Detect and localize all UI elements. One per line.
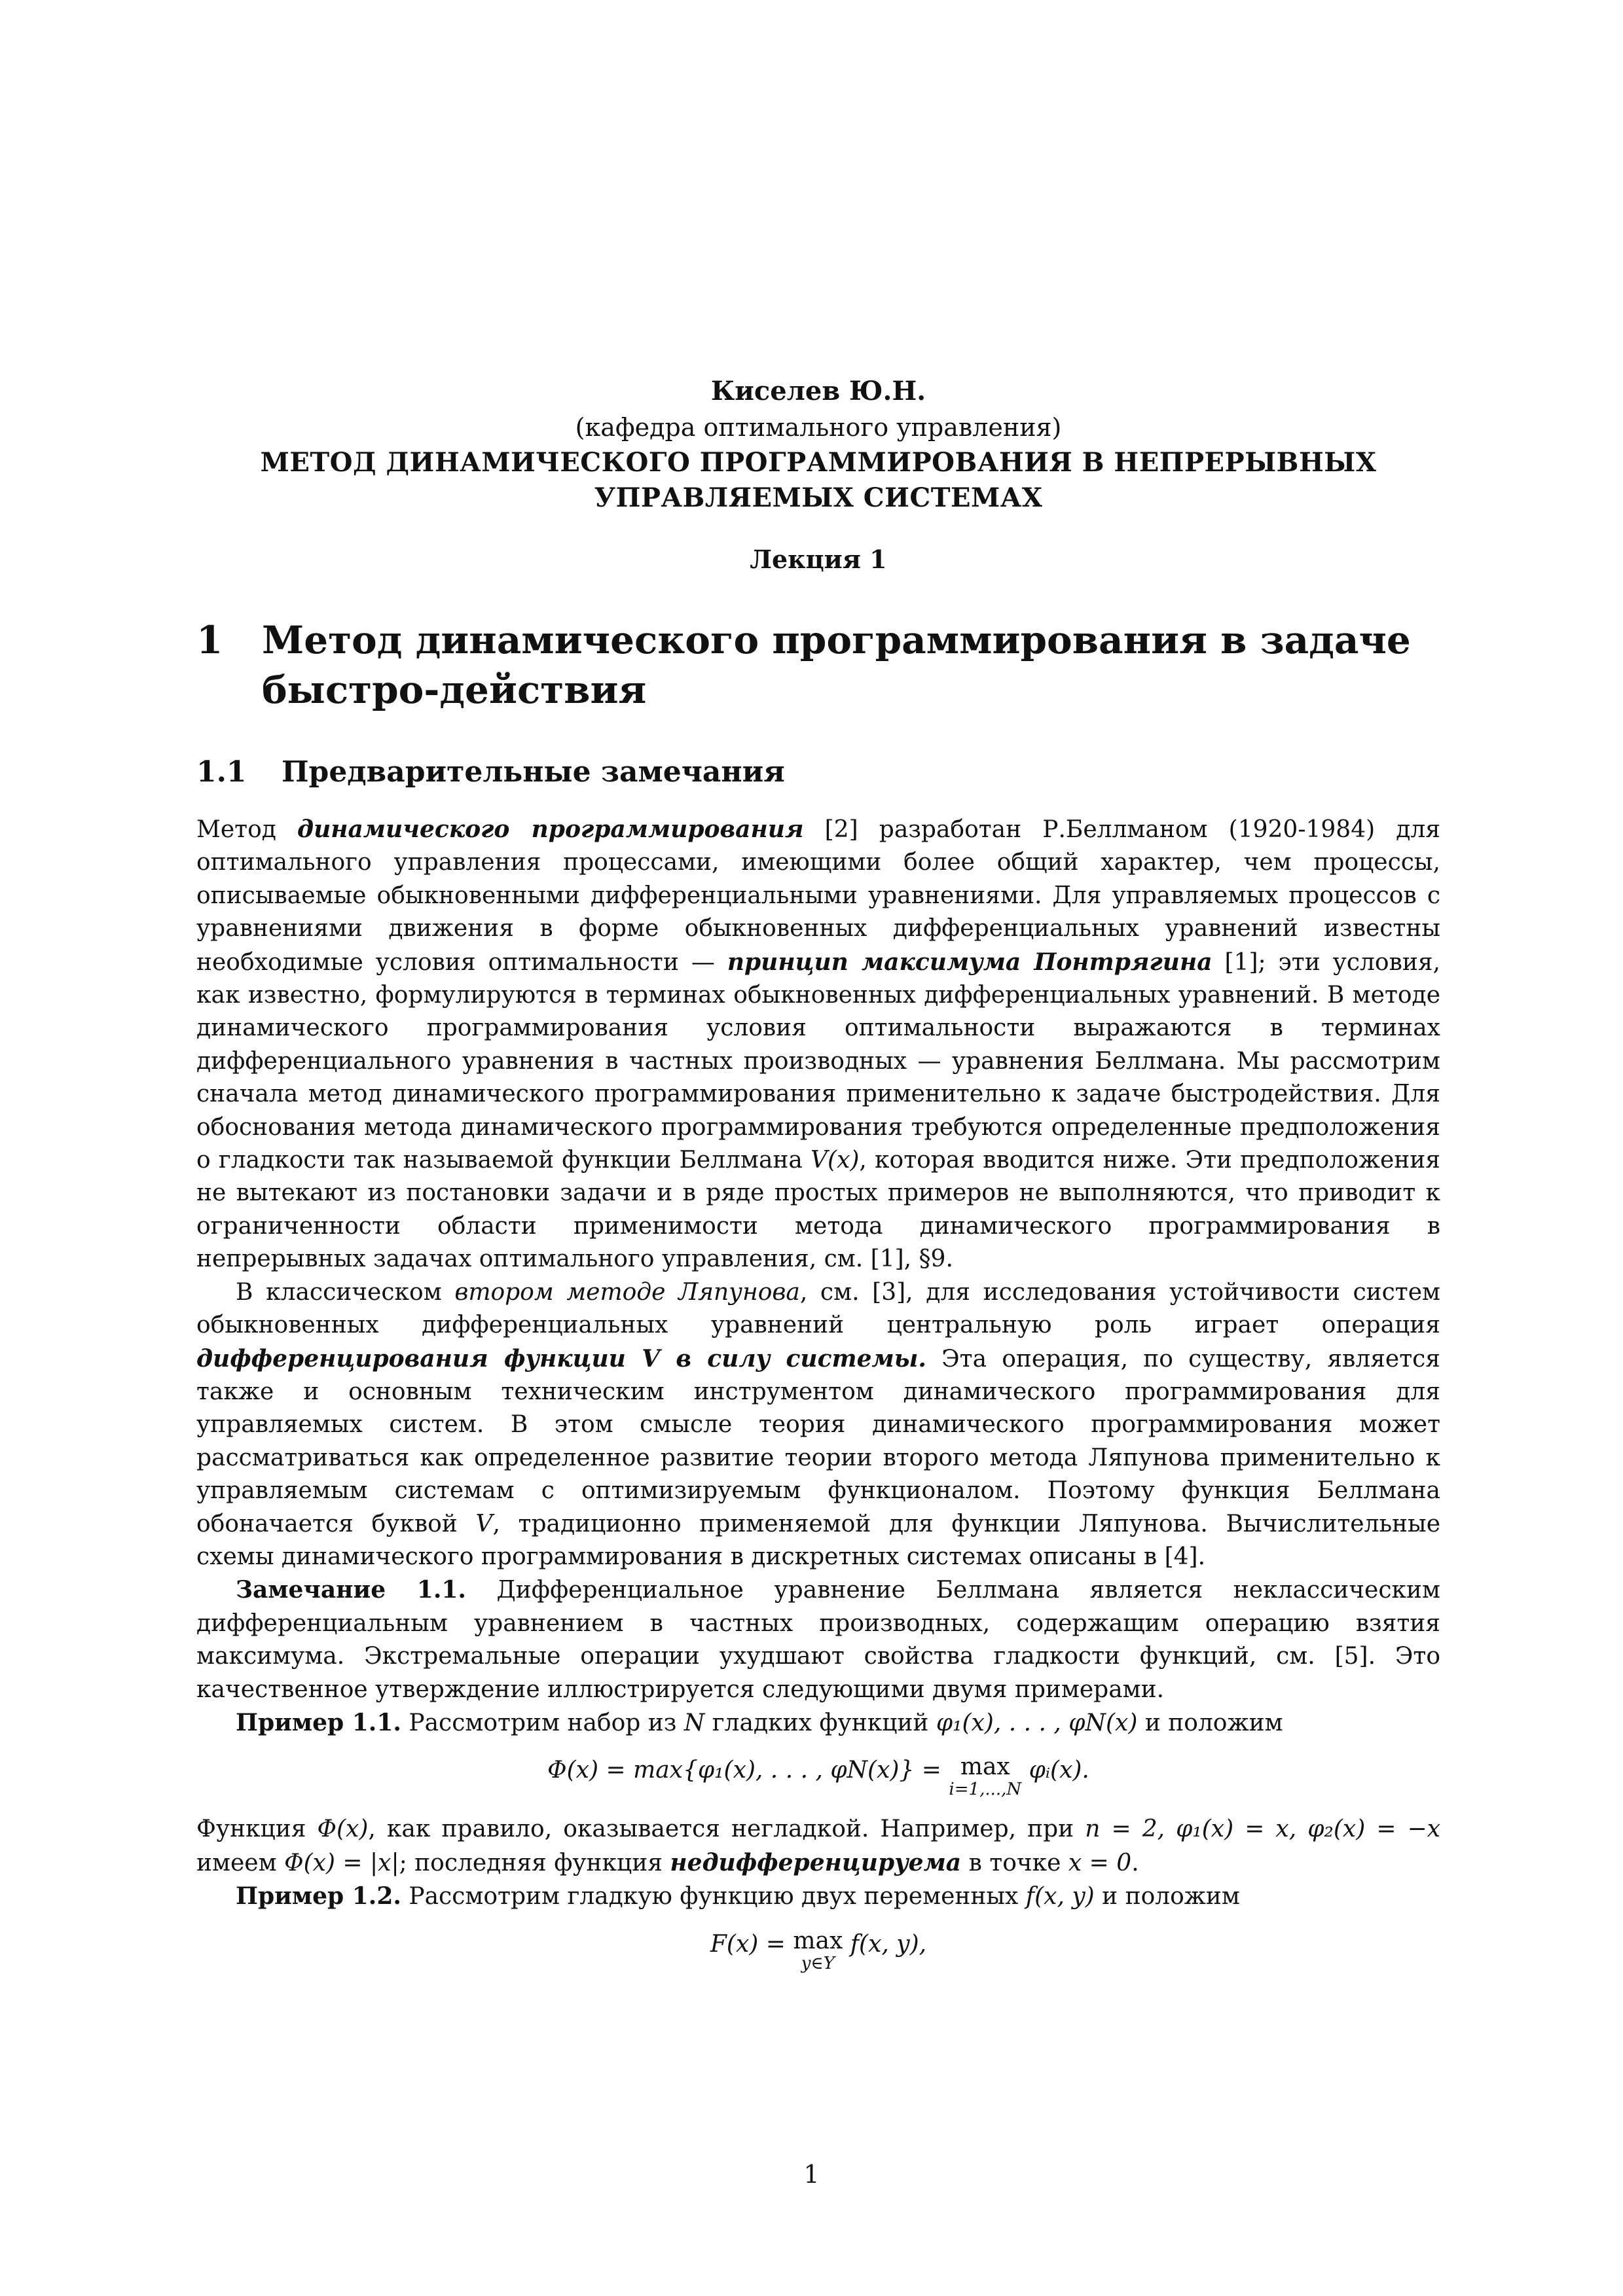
formula-phi-max (196, 1754, 1440, 1799)
text-span: , см. [3], для исследования устойчивости систем обыкновенных дифференциальных уравнений центральную роль играет операция (196, 1278, 1440, 1339)
section-title: Метод динамического программирования в задаче быстро-действия (262, 618, 1411, 712)
paper-title-line2: УПРАВЛЯЕМЫХ СИСТЕМАХ (594, 482, 1043, 513)
page (196, 373, 1440, 1987)
text-span: имеем (196, 1849, 285, 1876)
text-span: и положим (1094, 1883, 1240, 1910)
text-span: ; последняя функция (399, 1849, 670, 1876)
text-span: Метод (196, 816, 298, 843)
max-operator (949, 1754, 1021, 1799)
emphasis: принцип максимума Понтрягина (727, 948, 1213, 976)
max-word: max (960, 1753, 1010, 1781)
paragraph-2 (196, 1276, 1440, 1574)
text-span: в точке (961, 1849, 1068, 1876)
body-text (196, 813, 1440, 1973)
text-span: Эта операция, по существу, является также и основным техническим инструментом динамического программирования для управляемых систем. В этом смысле теория динамического программирования может рассматриваться как определенное развитие теории второго метода Ляпунова применительно к управляемым системам с оптимизируемым функционалом. Поэтому функция Беллмана обоначается буквой (196, 1345, 1440, 1537)
lecture-label: Лекция 1 (750, 545, 887, 574)
emphasis: втором методе Ляпунова (454, 1278, 800, 1306)
math-inline: V (475, 1510, 493, 1537)
formula-part: φᵢ(x). (1021, 1757, 1089, 1784)
max-word: max (793, 1927, 843, 1954)
text-span: . (1131, 1849, 1139, 1876)
text-span: В классическом (236, 1278, 455, 1306)
subsection-heading (196, 753, 1440, 792)
remark-label: Замечание 1.1. (236, 1576, 466, 1604)
formula-part: f(x, y), (843, 1930, 927, 1958)
text-span: , которая вводится ниже. Эти предположения не вытекают из постановки задачи и в ряде простых примеров не выполняются, что приводит к ограниченности области применимости метода динамического программирования в непрерывных задачах оптимального управления, см. [1], §9. (196, 1147, 1440, 1273)
emphasis: недифференцируема (670, 1848, 962, 1876)
formula-part: Φ(x) = max{φ₁(x), . . . , φN(x)} = (547, 1757, 949, 1784)
paper-title-line1: МЕТОД ДИНАМИЧЕСКОГО ПРОГРАММИРОВАНИЯ В НЕПРЕРЫВНЫХ (260, 447, 1377, 478)
example-label: Пример 1.2. (236, 1882, 401, 1910)
page-number: 1 (803, 2160, 820, 2189)
math-inline: Φ(x) = |x| (284, 1849, 399, 1876)
math-inline: n = 2, φ₁(x) = x, φ₂(x) = −x (1085, 1816, 1441, 1843)
section-heading (196, 615, 1440, 715)
text-span: Дифференциальное уравнение Беллмана является неклассическим дифференциальным уравнением в частных производных, содержащим операцию взятия максимума. Экстремальные операции ухудшают свойства гладкости функций, см. [5]. Это качественное утверждение иллюстрируется следующими двумя примерами. (196, 1577, 1440, 1703)
math-inline: f(x, y) (1025, 1883, 1095, 1910)
text-span: Функция (196, 1816, 318, 1843)
example-label: Пример 1.1. (236, 1708, 401, 1736)
emphasis: динамического программирования (297, 816, 804, 843)
max-subscript: y∈Y (801, 1953, 835, 1973)
math-inline: x = 0 (1068, 1849, 1132, 1876)
math-inline: V(x) (811, 1147, 860, 1174)
example-1-1-continuation (196, 1813, 1440, 1880)
text-span: и положим (1137, 1709, 1283, 1736)
paragraph-1 (196, 813, 1440, 1276)
math-inline: N (684, 1709, 705, 1736)
author: Киселев Ю.Н. (710, 376, 926, 406)
subsection-title: Предварительные замечания (282, 755, 785, 789)
section-number: 1 (196, 618, 223, 662)
text-span: , традиционно применяемой для функции Ляпунова. Вычислительные схемы динамического программирования в дискретных системах описаны в [4]. (196, 1510, 1441, 1570)
text-span: [1]; эти условия, как известно, формулируются в терминах обыкновенных дифференциальных уравнений. В методе динамического программирования условия оптимальности выражаются в терминах дифференциального уравнения в частных производных — уравнения Беллмана. Мы рассмотрим сначала метод динамического программирования применительно к задаче быстродействия. Для обоснования метода динамического программирования требуются определенные предположения о гладкости так называемой функции Беллмана (196, 948, 1440, 1174)
remark-1-1 (196, 1573, 1440, 1706)
header-block (196, 373, 1440, 577)
example-1-1 (196, 1706, 1440, 1740)
example-1-2 (196, 1880, 1440, 1913)
formula-part: F(x) = (710, 1930, 793, 1958)
math-inline: φ₁(x), . . . , φN(x) (936, 1709, 1138, 1736)
text-span: гладких функций (704, 1709, 936, 1736)
max-operator (793, 1928, 843, 1973)
subsection-number: 1.1 (196, 755, 247, 789)
text-span: [2] разработан Р.Беллманом (1920-1984) для оптимального управления процессами, имеющими более общий характер, чем процессы, описываемые обыкновенными дифференциальными уравнениями. Для управляемых процессов с уравнениями движения в форме обыкновенных дифференциальных уравнений известны необходимые условия оптимальности — (196, 816, 1440, 976)
math-inline: Φ(x) (317, 1816, 369, 1843)
text-span: Рассмотрим набор из (401, 1709, 684, 1736)
text-span: Рассмотрим гладкую функцию двух переменных (401, 1883, 1026, 1910)
text-span: , как правило, оказывается негладкой. Например, при (368, 1816, 1085, 1843)
emphasis: дифференцирования функции V в силу системы. (196, 1344, 926, 1372)
formula-f-max (196, 1928, 1440, 1973)
max-subscript: i=1,...,N (949, 1780, 1022, 1800)
department: (кафедра оптимального управления) (575, 413, 1062, 442)
